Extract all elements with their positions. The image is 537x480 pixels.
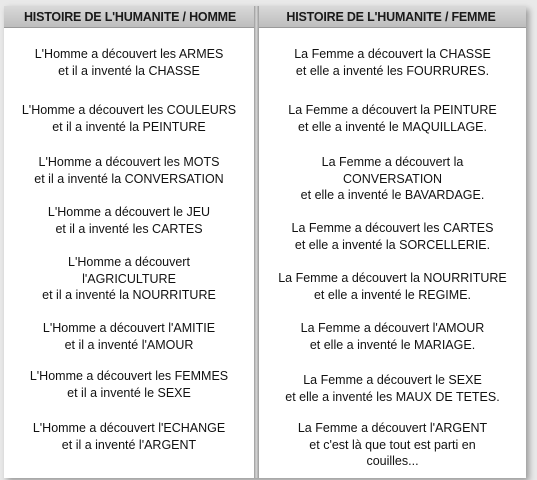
header-homme: HISTOIRE DE L'HUMANITE / HOMME	[4, 6, 256, 28]
femme-entry-line: La Femme a découvert l'ARGENT	[297, 421, 488, 435]
femme-entry-line: et elle a inventé le MARIAGE.	[309, 337, 476, 352]
femme-entry-line: La Femme a découvert le SEXE	[303, 373, 482, 387]
femme-entry-line: et elle a inventé le MAQUILLAGE.	[298, 119, 487, 134]
homme-entry-line: et il a inventé les CARTES	[55, 221, 203, 236]
femme-entry-line: La Femme a découvert la PEINTURE	[288, 103, 497, 117]
femme-entry-line: et elle a inventé le BAVARDAGE.	[300, 188, 485, 202]
column-homme	[4, 28, 254, 478]
homme-entry	[4, 320, 254, 353]
femme-entry-line: CONVERSATION	[342, 171, 443, 186]
femme-entry-line: La Femme a découvert la NOURRITURE	[278, 271, 507, 285]
homme-entry-line: L'Homme a découvert l'AMITIE	[42, 321, 216, 335]
homme-entry-line: L'Homme a découvert	[68, 255, 190, 269]
homme-entry	[4, 204, 254, 237]
homme-entry-line: L'Homme a découvert l'ECHANGE	[32, 421, 226, 435]
homme-entry-line: L'Homme a découvert les FEMMES	[29, 369, 229, 383]
femme-entry-line: La Femme a découvert la	[321, 155, 464, 169]
femme-entry	[259, 372, 526, 405]
femme-entry-line: et elle a inventé la SORCELLERIE.	[294, 237, 491, 252]
homme-entry-line: L'Homme a découvert les MOTS	[38, 155, 220, 169]
femme-entry	[259, 220, 526, 253]
homme-entry	[4, 46, 254, 79]
femme-entry-line: La Femme a découvert la CHASSE	[294, 47, 491, 61]
homme-entry-line: et il a inventé la CHASSE	[58, 63, 200, 78]
homme-entry-line: et il a inventé la NOURRITURE	[42, 288, 216, 302]
homme-entry	[4, 154, 254, 187]
femme-entry-line: La Femme a découvert les CARTES	[291, 221, 494, 235]
homme-entry-line: et il a inventé la PEINTURE	[52, 119, 206, 134]
femme-entry	[259, 102, 526, 135]
femme-entry-line: et elle a inventé les FOURRURES.	[295, 63, 490, 78]
femme-entry-line: et c'est là que tout est parti en	[309, 437, 476, 452]
homme-entry-line: L'Homme a découvert les COULEURS	[21, 103, 237, 117]
femme-entry-line: La Femme a découvert l'AMOUR	[300, 321, 485, 335]
femme-entry	[259, 320, 526, 353]
homme-entry	[4, 254, 254, 304]
column-femme	[259, 28, 526, 478]
femme-entry	[259, 46, 526, 79]
homme-entry	[4, 102, 254, 135]
femme-entry	[259, 270, 526, 303]
femme-entry-line: et elle a inventé les MAUX DE TETES.	[285, 389, 500, 404]
femme-entry	[259, 420, 526, 470]
comparison-table	[4, 6, 526, 478]
homme-entry	[4, 368, 254, 401]
homme-entry-line: l'AGRICULTURE	[82, 271, 176, 286]
homme-entry-line: et il a inventé la CONVERSATION	[34, 171, 224, 186]
table-header-row	[4, 6, 526, 28]
femme-entry-line: et elle a inventé le REGIME.	[313, 287, 472, 302]
homme-entry-line: et il a inventé le SEXE	[67, 385, 191, 400]
homme-entry-line: et il a inventé l'AMOUR	[64, 337, 194, 352]
header-femme: HISTOIRE DE L'HUMANITE / FEMME	[256, 6, 526, 28]
homme-entry-line: L'Homme a découvert les ARMES	[34, 47, 224, 61]
femme-entry	[259, 154, 526, 204]
femme-entry-line: couilles...	[366, 454, 419, 468]
homme-entry-line: L'Homme a découvert le JEU	[47, 205, 211, 219]
homme-entry	[4, 420, 254, 453]
homme-entry-line: et il a inventé l'ARGENT	[61, 437, 197, 452]
